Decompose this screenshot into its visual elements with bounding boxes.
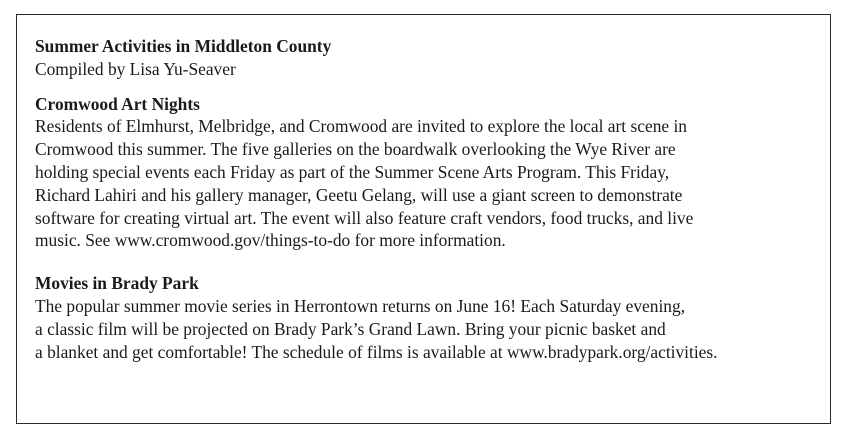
section-heading: Movies in Brady Park	[35, 273, 199, 294]
body-line: music. See www.cromwood.gov/things-to-do for more information.	[35, 230, 506, 251]
body-line: a blanket and get comfortable! The schedule of films is available at www.bradypark.org/activities.	[35, 341, 718, 362]
section-cromwood-art-nights	[35, 93, 830, 253]
section-body	[35, 295, 830, 363]
document-byline: Compiled by Lisa Yu-Seaver	[35, 58, 236, 79]
section-body	[35, 115, 830, 252]
section-movies-in-brady-park	[35, 272, 830, 363]
body-line: software for creating virtual art. The event will also feature craft vendors, food trucks, and live	[35, 207, 694, 228]
body-line: Cromwood this summer. The five galleries on the boardwalk overlooking the Wye River are	[35, 139, 676, 160]
body-line: The popular summer movie series in Herrontown returns on June 16! Each Saturday evening,	[35, 295, 686, 316]
body-line: Richard Lahiri and his gallery manager, Geetu Gelang, will use a giant screen to demonstrate	[35, 184, 683, 205]
body-line: Residents of Elmhurst, Melbridge, and Cromwood are invited to explore the local art scene in	[35, 116, 687, 137]
notice-box	[16, 14, 831, 424]
section-heading: Cromwood Art Nights	[35, 93, 200, 114]
body-line: holding special events each Friday as part of the Summer Scene Arts Program. This Friday,	[35, 161, 670, 182]
body-line: a classic film will be projected on Brady Park’s Grand Lawn. Bring your picnic basket and	[35, 318, 666, 339]
document-title: Summer Activities in Middleton County	[35, 36, 332, 56]
